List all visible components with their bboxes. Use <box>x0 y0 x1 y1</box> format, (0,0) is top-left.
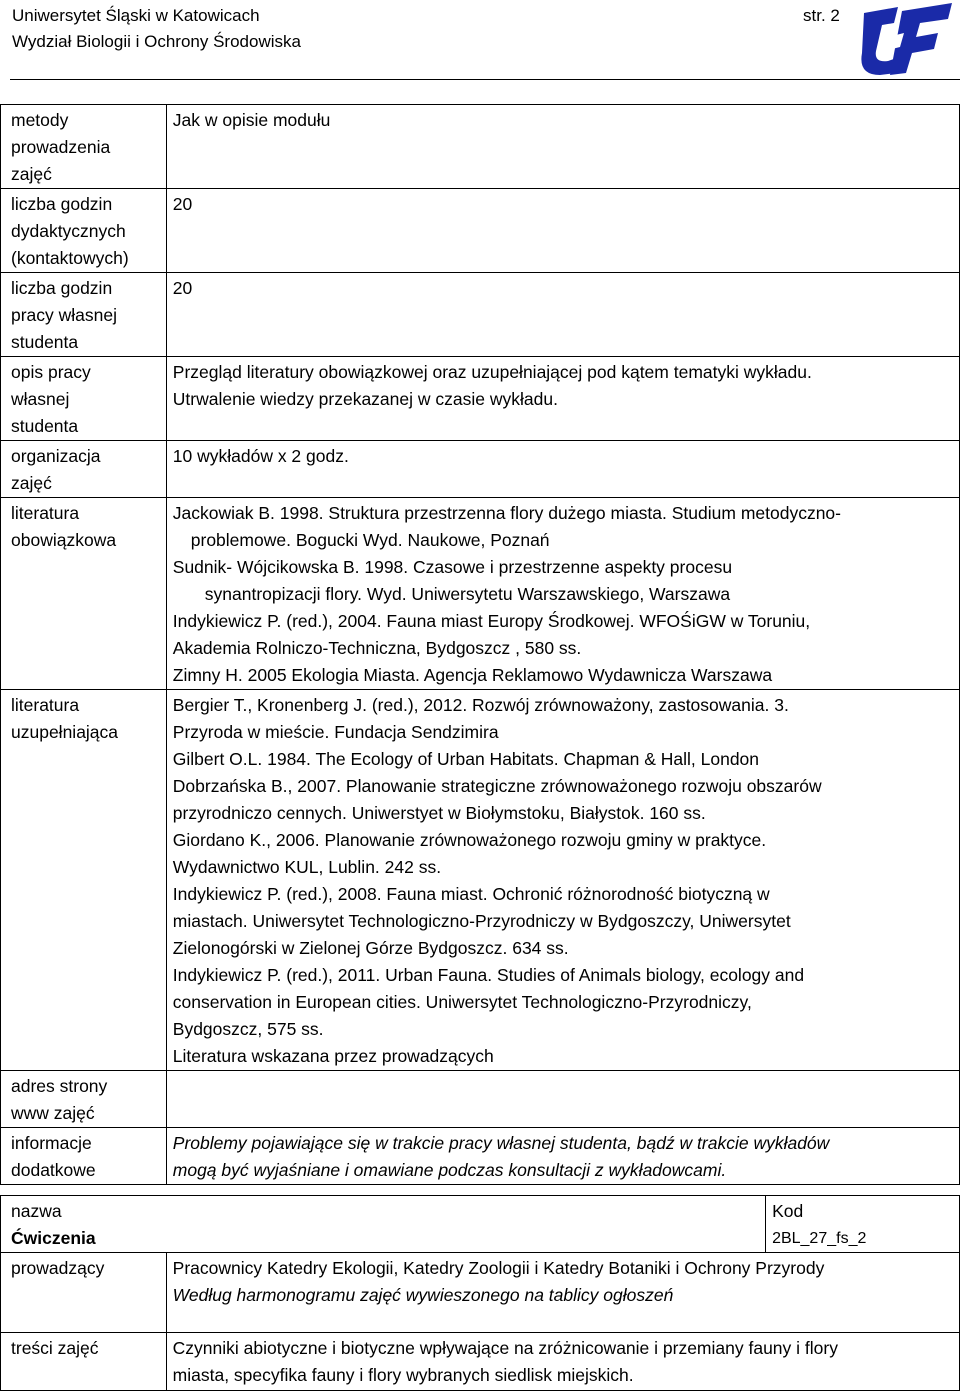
label-line: dydaktycznych <box>11 221 126 241</box>
label-line: literatura <box>11 695 80 715</box>
label-uzupelniajaca <box>1 690 167 1071</box>
label-opis <box>1 357 167 441</box>
label-informacje <box>1 1128 167 1185</box>
row-prowadzacy <box>1 1253 960 1333</box>
value-line: Czynniki abiotyczne i biotyczne wpływające na zróżnicowanie i przemiany fauny i flory <box>172 1338 838 1358</box>
reference-line: Bydgoszcz, 575 ss. <box>172 1019 324 1039</box>
reference-line: Bergier T., Kronenberg J. (red.), 2012. Rozwój zrównoważony, zastosowania. 3. <box>172 695 789 715</box>
label-line: zajęć <box>11 164 52 184</box>
value-organizacja <box>166 441 959 498</box>
label-line: opis pracy <box>11 362 91 382</box>
value-obowiazkowa <box>166 498 959 690</box>
label-line: zajęć <box>11 473 52 493</box>
prowadzacy-label: prowadzący <box>1 1253 167 1333</box>
label-kontaktowe <box>1 189 167 273</box>
value-text: 20 <box>172 278 193 298</box>
nazwa-cell <box>1 1196 766 1253</box>
row-wlasna <box>1 273 960 357</box>
value-line: Utrwalenie wiedzy przekazanej w czasie wykładu. <box>172 389 558 409</box>
value-uzupelniajaca <box>166 690 959 1071</box>
value-opis <box>166 357 959 441</box>
nazwa-label: nazwa <box>11 1201 62 1221</box>
label-organizacja <box>1 441 167 498</box>
label-line: dodatkowe <box>11 1160 96 1180</box>
header-rule <box>10 79 960 80</box>
value-metody <box>166 105 959 189</box>
label-metody <box>1 105 167 189</box>
label-line: studenta <box>11 332 79 352</box>
value-line: Pracownicy Katedry Ekologii, Katedry Zoologii i Katedry Botaniki i Ochrony Przyrody <box>172 1258 825 1278</box>
reference-line: Przyroda w mieście. Fundacja Sendzimira <box>172 722 499 742</box>
reference-line: Wydawnictwo KUL, Lublin. 242 ss. <box>172 857 442 877</box>
value-wlasna <box>166 273 959 357</box>
label-line: własnej <box>11 389 70 409</box>
value-line: Problemy pojawiające się w trakcie pracy własnej studenta, bądź w trakcie wykładów <box>172 1133 830 1153</box>
tresci-label: treści zajęć <box>1 1333 167 1391</box>
nazwa-value: Ćwiczenia <box>11 1228 96 1248</box>
reference-line: Gilbert O.L. 1984. The Ecology of Urban Habitats. Chapman & Hall, London <box>172 749 760 769</box>
reference-line: problemowe. Bogucki Wyd. Naukowe, Poznań <box>190 530 550 550</box>
label-line: adres strony <box>11 1076 108 1096</box>
value-line: mogą być wyjaśniane i omawiane podczas konsultacji z wykładowcami. <box>172 1160 727 1180</box>
page-header <box>12 3 301 55</box>
label-line: www zajęć <box>11 1103 95 1123</box>
reference-line: Zielonogórski w Zielonej Górze Bydgoszcz. 634 ss. <box>172 938 569 958</box>
label-line: uzupełniająca <box>11 722 119 742</box>
prowadzacy-value <box>166 1253 959 1333</box>
label-wlasna <box>1 273 167 357</box>
row-metody <box>1 105 960 189</box>
label-line: metody <box>11 110 69 130</box>
label-line: obowiązkowa <box>11 530 117 550</box>
row-nazwa <box>1 1196 960 1253</box>
label-line: prowadzenia <box>11 137 111 157</box>
value-text: Jak w opisie modułu <box>172 110 331 130</box>
reference-line: Zimny H. 2005 Ekologia Miasta. Agencja Reklamowo Wydawnicza Warszawa <box>172 665 773 685</box>
reference-line: Giordano K., 2006. Planowanie zrównoważonego rozwoju gminy w praktyce. <box>172 830 767 850</box>
value-line: miasta, specyfika fauny i flory wybranych siedlisk miejskich. <box>172 1365 634 1385</box>
reference-line: Literatura wskazana przez prowadzących <box>172 1046 494 1066</box>
reference-line: miastach. Uniwersytet Technologiczno-Przyrodniczy w Bydgoszczy, Uniwersytet <box>172 911 791 931</box>
value-line: Przegląd literatury obowiązkowej oraz uzupełniającej pod kątem tematyki wykładu. <box>172 362 812 382</box>
label-line: literatura <box>11 503 80 523</box>
label-line: (kontaktowych) <box>11 248 129 268</box>
page-number: str. 2 <box>803 6 840 25</box>
reference-line: przyrodniczo cennych. Uniwerstyet w Biołymstoku, Białystok. 160 ss. <box>172 803 706 823</box>
kod-label: Kod <box>772 1201 804 1221</box>
reference-line: Dobrzańska B., 2007. Planowanie strategiczne zrównoważonego rozwoju obszarów <box>172 776 822 796</box>
value-kontaktowe <box>166 189 959 273</box>
module-details-table <box>0 104 960 1185</box>
label-line: studenta <box>11 416 79 436</box>
row-uzupelniajaca <box>1 690 960 1071</box>
university-name: Uniwersytet Śląski w Katowicach <box>12 6 260 25</box>
university-logo <box>858 3 956 75</box>
exercises-table <box>0 1195 960 1391</box>
label-line: liczba godzin <box>11 278 113 298</box>
label-line: organizacja <box>11 446 101 466</box>
kod-value: 2BL_27_fs_2 <box>772 1230 867 1247</box>
row-www <box>1 1071 960 1128</box>
faculty-name: Wydział Biologii i Ochrony Środowiska <box>12 32 301 51</box>
row-obowiazkowa <box>1 498 960 690</box>
value-www <box>166 1071 959 1128</box>
row-tresci <box>1 1333 960 1391</box>
value-text: 20 <box>172 194 193 214</box>
reference-line: Akademia Rolniczo-Techniczna, Bydgoszcz , 580 ss. <box>172 638 582 658</box>
reference-line: Jackowiak B. 1998. Struktura przestrzenna flory dużego miasta. Studium metodyczno- <box>172 503 841 523</box>
row-informacje <box>1 1128 960 1185</box>
reference-line: Sudnik- Wójcikowska B. 1998. Czasowe i przestrzenne aspekty procesu <box>172 557 733 577</box>
label-www <box>1 1071 167 1128</box>
tresci-value <box>166 1333 959 1391</box>
reference-line: Indykiewicz P. (red.), 2004. Fauna miast Europy Środkowej. WFOŚiGW w Toruniu, <box>172 611 811 631</box>
value-informacje <box>166 1128 959 1185</box>
reference-line: conservation in European cities. Uniwersytet Technologiczno-Przyrodniczy, <box>172 992 752 1012</box>
kod-cell <box>766 1196 960 1253</box>
label-line: pracy własnej <box>11 305 118 325</box>
row-opis <box>1 357 960 441</box>
label-line: liczba godzin <box>11 194 113 214</box>
value-line: Według harmonogramu zajęć wywieszonego na tablicy ogłoszeń <box>172 1285 674 1305</box>
value-text: 10 wykładów x 2 godz. <box>172 446 349 466</box>
reference-line: Indykiewicz P. (red.), 2008. Fauna miast. Ochronić różnorodność biotyczną w <box>172 884 770 904</box>
label-line: informacje <box>11 1133 92 1153</box>
label-obowiazkowa <box>1 498 167 690</box>
reference-line: synantropizacji flory. Wyd. Uniwersytetu Warszawskiego, Warszawa <box>204 584 731 604</box>
row-organizacja <box>1 441 960 498</box>
row-kontaktowe <box>1 189 960 273</box>
reference-line: Indykiewicz P. (red.), 2011. Urban Fauna. Studies of Animals biology, ecology and <box>172 965 805 985</box>
